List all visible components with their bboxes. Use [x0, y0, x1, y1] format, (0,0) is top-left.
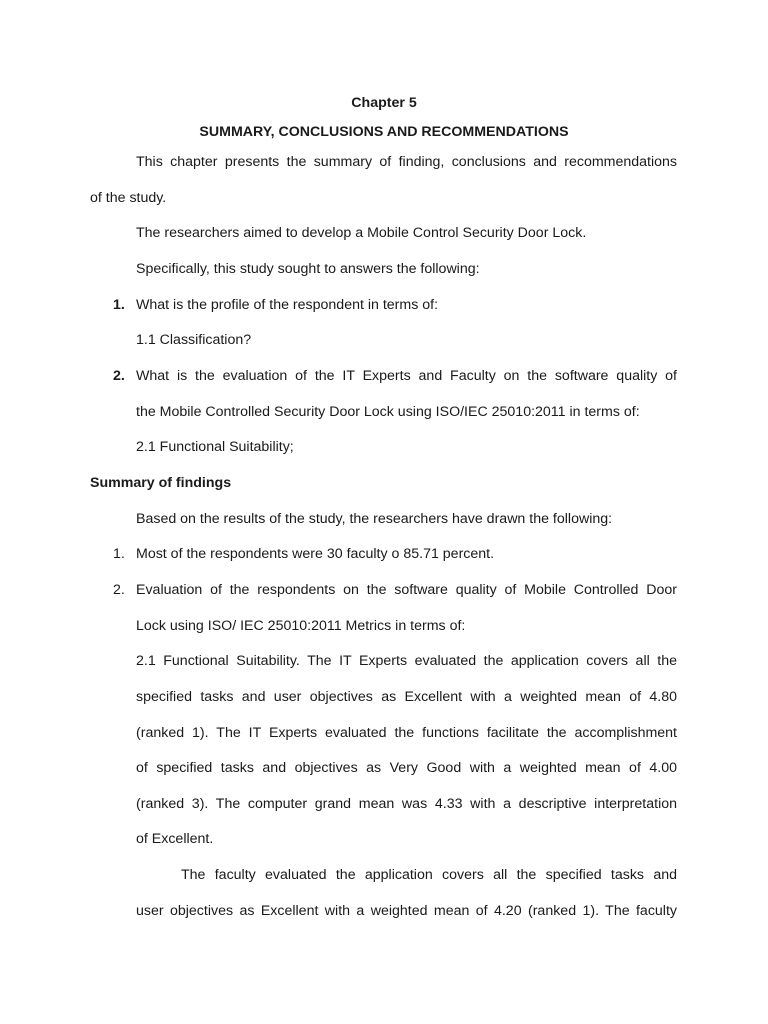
finding-2-number: 2.: [113, 582, 125, 598]
finding-2-line-1: Evaluation of the respondents on the software quality of Mobile Controlled Door: [136, 582, 677, 598]
chapter-heading: SUMMARY, CONCLUSIONS AND RECOMMENDATIONS: [199, 124, 569, 140]
faculty-line-2: user objectives as Excellent with a weighted mean of 4.20 (ranked 1). The faculty: [136, 903, 677, 919]
functional-line-2: specified tasks and user objectives as Excellent with a weighted mean of 4.80: [136, 689, 677, 705]
summary-intro: Based on the results of the study, the researchers have drawn the following:: [136, 511, 613, 527]
intro-line-2: of the study.: [90, 190, 167, 206]
functional-line-1: 2.1 Functional Suitability. The IT Experts evaluated the application covers all the: [136, 653, 677, 669]
finding-2-line-2: Lock using ISO/ IEC 25010:2011 Metrics in terms of:: [136, 618, 466, 634]
chapter-title: Chapter 5: [351, 95, 417, 111]
functional-line-5: (ranked 3). The computer grand mean was 4.33 with a descriptive interpretation: [136, 796, 677, 812]
functional-line-6: of Excellent.: [136, 831, 214, 847]
aim-text: The researchers aimed to develop a Mobile Control Security Door Lock.: [136, 225, 587, 241]
question-1-number: 1.: [113, 297, 125, 313]
question-2-line-2: the Mobile Controlled Security Door Lock using ISO/IEC 25010:2011 in terms of:: [136, 404, 640, 420]
finding-1-text: Most of the respondents were 30 faculty o 85.71 percent.: [136, 546, 495, 562]
functional-line-3: (ranked 1). The IT Experts evaluated the functions facilitate the accomplishment: [136, 725, 677, 741]
intro-line-1: This chapter presents the summary of finding, conclusions and recommendations: [136, 154, 677, 170]
faculty-line-1: The faculty evaluated the application covers all the specified tasks and: [181, 867, 677, 883]
summary-heading: Summary of findings: [90, 475, 232, 491]
finding-1-number: 1.: [113, 546, 125, 562]
question-1-text: What is the profile of the respondent in terms of:: [136, 297, 439, 313]
question-1-sub: 1.1 Classification?: [136, 332, 252, 348]
specifically-text: Specifically, this study sought to answers the following:: [136, 261, 480, 277]
question-2-number: 2.: [113, 368, 125, 384]
functional-line-4: of specified tasks and objectives as Very Good with a weighted mean of 4.00: [136, 760, 677, 776]
question-2-line-1: What is the evaluation of the IT Experts and Faculty on the software quality of: [136, 368, 677, 384]
question-2-sub: 2.1 Functional Suitability;: [136, 439, 294, 455]
